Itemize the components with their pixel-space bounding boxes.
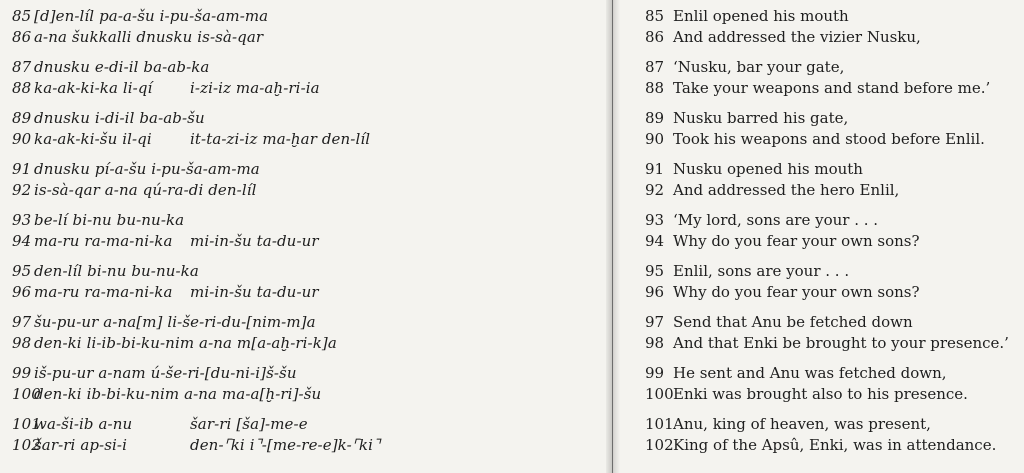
transliteration-line bbox=[0, 57, 611, 78]
translation-text: Why do you fear your own sons? bbox=[673, 283, 920, 301]
verse-group bbox=[0, 261, 611, 303]
transliteration-text: den-ki li-ib-bi-ku-nim a-na m[a-aḫ-ri-k]a bbox=[34, 334, 337, 352]
transliteration-text: den-ki ib-bi-ku-nim a-na ma-a[ḫ-ri]-šu bbox=[34, 385, 322, 403]
verse-group bbox=[611, 312, 1024, 354]
translation-line bbox=[611, 312, 1024, 333]
line-number: 87 bbox=[645, 58, 665, 76]
transliteration-text-second-half: it-ta-zi-iz ma-ḫar den-líl bbox=[190, 130, 371, 148]
transliteration-text: iš-pu-ur a-nam ú-še-ri-[du-ni-i]š-šu bbox=[34, 364, 297, 382]
translation-text: ‘My lord, sons are your . . . bbox=[673, 211, 879, 229]
verse-group bbox=[611, 6, 1024, 48]
line-number: 99 bbox=[12, 364, 32, 382]
transliteration-text: dnusku e-di-il ba-ab-ka bbox=[34, 58, 210, 76]
translation-text: King of the Apsû, Enki, was in attendance. bbox=[673, 436, 997, 454]
line-number: 101 bbox=[12, 415, 41, 433]
transliteration-line bbox=[0, 384, 611, 405]
transliteration-text: šu-pu-ur a-na[m] li-še-ri-du-[nim-m]a bbox=[34, 313, 316, 331]
transliteration-line bbox=[0, 210, 611, 231]
translation-line bbox=[611, 108, 1024, 129]
verse-group bbox=[0, 312, 611, 354]
line-number: 97 bbox=[645, 313, 665, 331]
translation-line bbox=[611, 231, 1024, 252]
verse-group bbox=[0, 363, 611, 405]
line-number: 85 bbox=[12, 7, 32, 25]
verse-group bbox=[611, 159, 1024, 201]
transliteration-text-second-half: i-zi-iz ma-aḫ-ri-ia bbox=[190, 79, 320, 97]
transliteration-text: ma-ru ra-ma-ni-ka bbox=[34, 283, 173, 301]
transliteration-text: is-sà-qar a-na qú-ra-di den-líl bbox=[34, 181, 257, 199]
verse-group bbox=[611, 210, 1024, 252]
translation-page bbox=[611, 0, 1024, 473]
transliteration-text: [d]en-líl pa-a-šu i-pu-ša-am-ma bbox=[34, 7, 269, 25]
translation-text: Take your weapons and stand before me.’ bbox=[673, 79, 991, 97]
translation-line bbox=[611, 78, 1024, 99]
translation-line bbox=[611, 129, 1024, 150]
translation-text: And addressed the vizier Nusku, bbox=[673, 28, 921, 46]
verse-group bbox=[611, 414, 1024, 456]
line-number: 85 bbox=[645, 7, 665, 25]
transliteration-text-second-half: den-⌜ki i⌝-[me-re-e]k-⌜ki⌝ bbox=[190, 436, 381, 454]
line-number: 90 bbox=[645, 130, 665, 148]
gutter-line bbox=[612, 0, 613, 473]
line-number: 102 bbox=[645, 436, 674, 454]
line-number: 99 bbox=[645, 364, 665, 382]
transliteration-line bbox=[0, 312, 611, 333]
transliteration-line bbox=[0, 231, 611, 252]
line-number: 93 bbox=[12, 211, 32, 229]
transliteration-text-second-half: mi-in-šu ta-du-ur bbox=[190, 232, 319, 250]
transliteration-line bbox=[0, 108, 611, 129]
translation-lines bbox=[611, 6, 1024, 456]
verse-group bbox=[0, 57, 611, 99]
translation-text: ‘Nusku, bar your gate, bbox=[673, 58, 845, 76]
line-number: 86 bbox=[12, 28, 32, 46]
translation-line bbox=[611, 57, 1024, 78]
transliteration-text: ka-ak-ki-šu il-qi bbox=[34, 130, 152, 148]
transliteration-line bbox=[0, 282, 611, 303]
line-number: 101 bbox=[645, 415, 674, 433]
transliteration-text: be-lí bi-nu bu-nu-ka bbox=[34, 211, 185, 229]
transliteration-lines bbox=[0, 6, 611, 456]
translation-text: Enki was brought also to his presence. bbox=[673, 385, 968, 403]
translation-text: Send that Anu be fetched down bbox=[673, 313, 913, 331]
transliteration-line bbox=[0, 333, 611, 354]
translation-line bbox=[611, 363, 1024, 384]
transliteration-text: den-líl bi-nu bu-nu-ka bbox=[34, 262, 199, 280]
transliteration-line bbox=[0, 180, 611, 201]
line-number: 91 bbox=[12, 160, 32, 178]
line-number: 95 bbox=[12, 262, 32, 280]
line-number: 88 bbox=[12, 79, 32, 97]
transliteration-text: wa-ši-ib a-nu bbox=[34, 415, 133, 433]
translation-line bbox=[611, 27, 1024, 48]
transliteration-line bbox=[0, 435, 611, 456]
translation-line bbox=[611, 414, 1024, 435]
translation-text: Enlil opened his mouth bbox=[673, 7, 849, 25]
line-number: 92 bbox=[645, 181, 665, 199]
line-number: 97 bbox=[12, 313, 32, 331]
translation-text: Enlil, sons are your . . . bbox=[673, 262, 850, 280]
line-number: 100 bbox=[645, 385, 674, 403]
line-number: 89 bbox=[12, 109, 32, 127]
verse-group bbox=[0, 6, 611, 48]
translation-line bbox=[611, 210, 1024, 231]
line-number: 92 bbox=[12, 181, 32, 199]
verse-group bbox=[0, 108, 611, 150]
line-number: 102 bbox=[12, 436, 41, 454]
translation-line bbox=[611, 435, 1024, 456]
verse-group bbox=[611, 57, 1024, 99]
transliteration-text: dnusku i-di-il ba-ab-šu bbox=[34, 109, 205, 127]
transliteration-line bbox=[0, 159, 611, 180]
line-number: 98 bbox=[12, 334, 32, 352]
line-number: 94 bbox=[12, 232, 32, 250]
transliteration-text: ma-ru ra-ma-ni-ka bbox=[34, 232, 173, 250]
transliteration-text: šar-ri ap-si-i bbox=[34, 436, 127, 454]
transliteration-line bbox=[0, 363, 611, 384]
line-number: 90 bbox=[12, 130, 32, 148]
verse-group bbox=[0, 159, 611, 201]
line-number: 96 bbox=[12, 283, 32, 301]
line-number: 100 bbox=[12, 385, 41, 403]
transliteration-text-second-half: šar-ri [ša]-me-e bbox=[190, 415, 308, 433]
verse-group bbox=[611, 261, 1024, 303]
verse-group bbox=[611, 108, 1024, 150]
line-number: 89 bbox=[645, 109, 665, 127]
verse-group bbox=[611, 363, 1024, 405]
transliteration-line bbox=[0, 261, 611, 282]
line-number: 88 bbox=[645, 79, 665, 97]
transliteration-text: a-na šukkalli dnusku is-sà-qar bbox=[34, 28, 264, 46]
transliteration-line bbox=[0, 129, 611, 150]
transliteration-text-second-half: mi-in-šu ta-du-ur bbox=[190, 283, 319, 301]
translation-text: And that Enki be brought to your presence.’ bbox=[673, 334, 1009, 352]
translation-line bbox=[611, 261, 1024, 282]
translation-text: He sent and Anu was fetched down, bbox=[673, 364, 947, 382]
transliteration-line bbox=[0, 414, 611, 435]
transliteration-text: ka-ak-ki-ka li-qí bbox=[34, 79, 153, 97]
verse-group bbox=[0, 414, 611, 456]
verse-group bbox=[0, 210, 611, 252]
translation-text: Nusku barred his gate, bbox=[673, 109, 849, 127]
translation-line bbox=[611, 384, 1024, 405]
line-number: 87 bbox=[12, 58, 32, 76]
line-number: 91 bbox=[645, 160, 665, 178]
transliteration-line bbox=[0, 6, 611, 27]
translation-text: And addressed the hero Enlil, bbox=[673, 181, 900, 199]
translation-text: Anu, king of heaven, was present, bbox=[673, 415, 931, 433]
translation-line bbox=[611, 333, 1024, 354]
transliteration-text: dnusku pí-a-šu i-pu-ša-am-ma bbox=[34, 160, 260, 178]
transliteration-line bbox=[0, 27, 611, 48]
translation-line bbox=[611, 282, 1024, 303]
translation-line bbox=[611, 6, 1024, 27]
translation-line bbox=[611, 180, 1024, 201]
translation-line bbox=[611, 159, 1024, 180]
transliteration-line bbox=[0, 78, 611, 99]
line-number: 93 bbox=[645, 211, 665, 229]
line-number: 86 bbox=[645, 28, 665, 46]
translation-text: Took his weapons and stood before Enlil. bbox=[673, 130, 985, 148]
translation-text: Why do you fear your own sons? bbox=[673, 232, 920, 250]
line-number: 96 bbox=[645, 283, 665, 301]
translation-text: Nusku opened his mouth bbox=[673, 160, 863, 178]
line-number: 98 bbox=[645, 334, 665, 352]
line-number: 94 bbox=[645, 232, 665, 250]
page-gutter bbox=[606, 0, 620, 473]
line-number: 95 bbox=[645, 262, 665, 280]
